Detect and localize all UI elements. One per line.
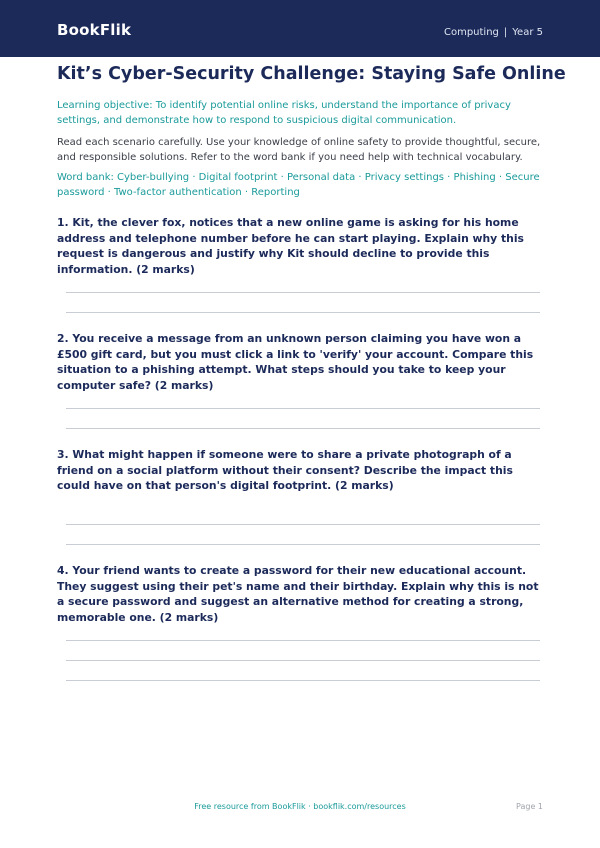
question-2: 2. You receive a message from an unknown person claiming you have won a £500 gift card, but you must click a link to 'verify' your account. Compare this situation to a phishing attempt. What steps should you take to keep your computer safe? (2 marks) — [57, 332, 534, 392]
footer-credit[interactable]: Free resource from BookFlik · bookflik.com/resources — [194, 802, 406, 811]
answer-line[interactable] — [66, 680, 540, 681]
instructions: Read each scenario carefully. Use your knowledge of online safety to provide thoughtful, secure, and responsible solutions. Refer to the word bank if you need help with technical vocabulary. — [57, 137, 541, 163]
answer-line[interactable] — [66, 660, 540, 661]
worksheet-title: Kit’s Cyber-Security Challenge: Staying Safe Online — [57, 64, 566, 84]
answer-line[interactable] — [66, 312, 540, 313]
answer-line[interactable] — [66, 292, 540, 293]
answer-line[interactable] — [66, 428, 540, 429]
answer-line[interactable] — [66, 544, 540, 545]
question-1: 1. Kit, the clever fox, notices that a new online game is asking for his home address and telephone number before he can start playing. Explain why this request is dangerous and justify why Kit should decline to provide this information. (2 marks) — [57, 216, 524, 276]
question-4: 4. Your friend wants to create a password for their new educational account. They suggest using their pet's name and their birthday. Explain why this is not a secure password and suggest an alternative method for creating a strong, memorable one. (2 marks) — [57, 564, 539, 624]
page-footer — [0, 802, 600, 814]
subject-label: Computing — [443, 27, 499, 38]
brand-logo: BookFlik — [57, 21, 132, 39]
answer-line[interactable] — [66, 524, 540, 525]
page-header — [0, 0, 600, 57]
answer-line[interactable] — [66, 408, 540, 409]
answer-line[interactable] — [66, 640, 540, 641]
word-bank: Word bank: Cyber-bullying · Digital footprint · Personal data · Privacy settings · Phishing · Secure password · Two-factor authentication · Reporting — [57, 172, 540, 198]
subject-year — [444, 27, 543, 38]
year-label: Year 5 — [512, 27, 543, 38]
meta-separator: | — [503, 27, 508, 38]
learning-objective: Learning objective: To identify potential online risks, understand the importance of privacy settings, and demonstrate how to respond to suspicious digital communication. — [57, 100, 511, 126]
question-3: 3. What might happen if someone were to share a private photograph of a friend on a social platform without their consent? Describe the impact this could have on that person's digital footprint. (2 marks) — [57, 448, 513, 492]
page-number: Page 1 — [516, 802, 543, 811]
